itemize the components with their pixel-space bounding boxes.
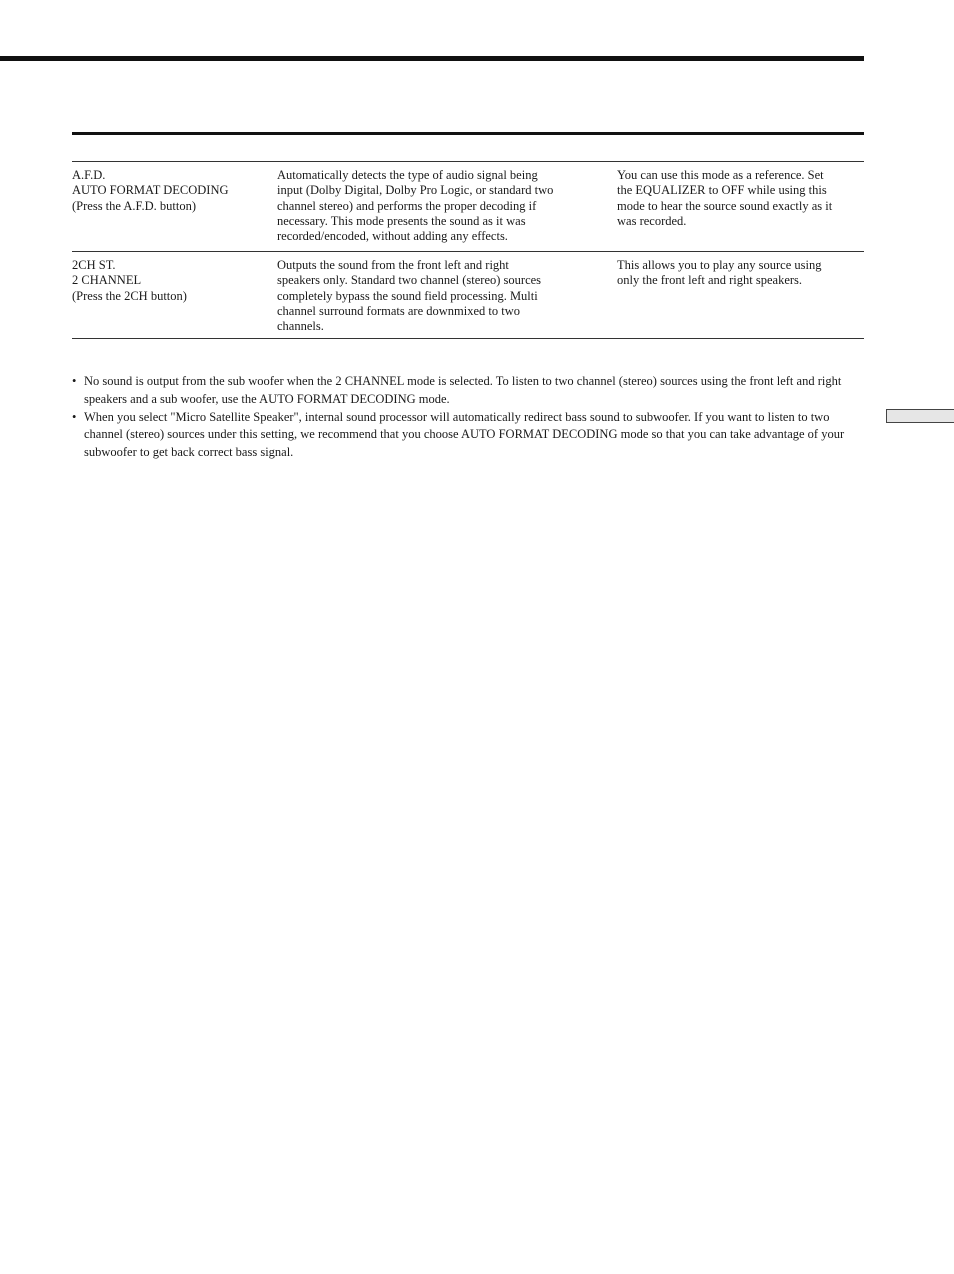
mode-abbreviation: 2CH ST. — [72, 258, 116, 272]
mode-name: 2 CHANNEL — [72, 273, 142, 288]
bullet-icon: • — [72, 374, 77, 388]
note-item — [72, 409, 866, 462]
effect-text-line: speakers only. Standard two channel (stereo) sources — [277, 273, 542, 288]
notes-text-line: only the front left and right speakers. — [617, 273, 803, 288]
note-item — [72, 373, 866, 408]
sound-mode-table — [72, 161, 864, 339]
effect-text-line: channel stereo) and performs the proper decoding if — [277, 198, 537, 213]
effect-text-line: recorded/encoded, without adding any effects. — [277, 229, 508, 244]
effect-cell — [277, 168, 617, 248]
notes-text-line: the EQUALIZER to OFF while using this — [617, 183, 827, 198]
notes-list — [72, 373, 866, 462]
note-text: No sound is output from the sub woofer when the 2 CHANNEL mode is selected. To listen to two channel (stereo) sources using the front left and right speakers and a sub woofer, use the AUTO FORMAT DECODING mode. — [84, 374, 842, 406]
section-rule — [72, 132, 864, 135]
notes-cell — [617, 258, 864, 335]
effect-cell — [277, 258, 617, 335]
mode-abbreviation: A.F.D. — [72, 168, 106, 182]
note-text: When you select "Micro Satellite Speaker", internal sound processor will automatically redirect bass sound to subwoofer. If you want to listen to two channel (stereo) sources under this setting, we recommend that you choose AUTO FORMAT DECODING mode so that you can take advantage of your subwoofer to get back correct bass signal. — [84, 409, 845, 459]
notes-text-line: mode to hear the source sound exactly as it — [617, 198, 833, 213]
notes-text-line: This allows you to play any source using — [617, 258, 822, 272]
effect-text-line: channel surround formats are downmixed to two — [277, 303, 520, 318]
table-row-2ch — [72, 252, 864, 339]
chapter-tab — [886, 409, 954, 423]
mode-name: AUTO FORMAT DECODING — [72, 183, 229, 198]
mode-button-hint: (Press the 2CH button) — [72, 288, 187, 303]
bullet-icon: • — [72, 409, 77, 424]
mode-cell — [72, 168, 277, 248]
effect-text-line: Automatically detects the type of audio signal being — [277, 168, 538, 182]
notes-text-line: You can use this mode as a reference. Set — [617, 168, 824, 182]
effect-text-line: necessary. This mode presents the sound as it was — [277, 213, 526, 228]
table-row-afd — [72, 162, 864, 252]
effect-text-line: Outputs the sound from the front left and right — [277, 258, 509, 272]
effect-text-line: channels. — [277, 319, 324, 334]
effect-text-line: completely bypass the sound field processing. Multi — [277, 288, 538, 303]
header-rule — [0, 56, 864, 61]
notes-cell — [617, 168, 864, 248]
effect-text-line: input (Dolby Digital, Dolby Pro Logic, or standard two — [277, 183, 554, 198]
mode-cell — [72, 258, 277, 335]
mode-button-hint: (Press the A.F.D. button) — [72, 198, 196, 213]
notes-text-line: was recorded. — [617, 213, 687, 228]
